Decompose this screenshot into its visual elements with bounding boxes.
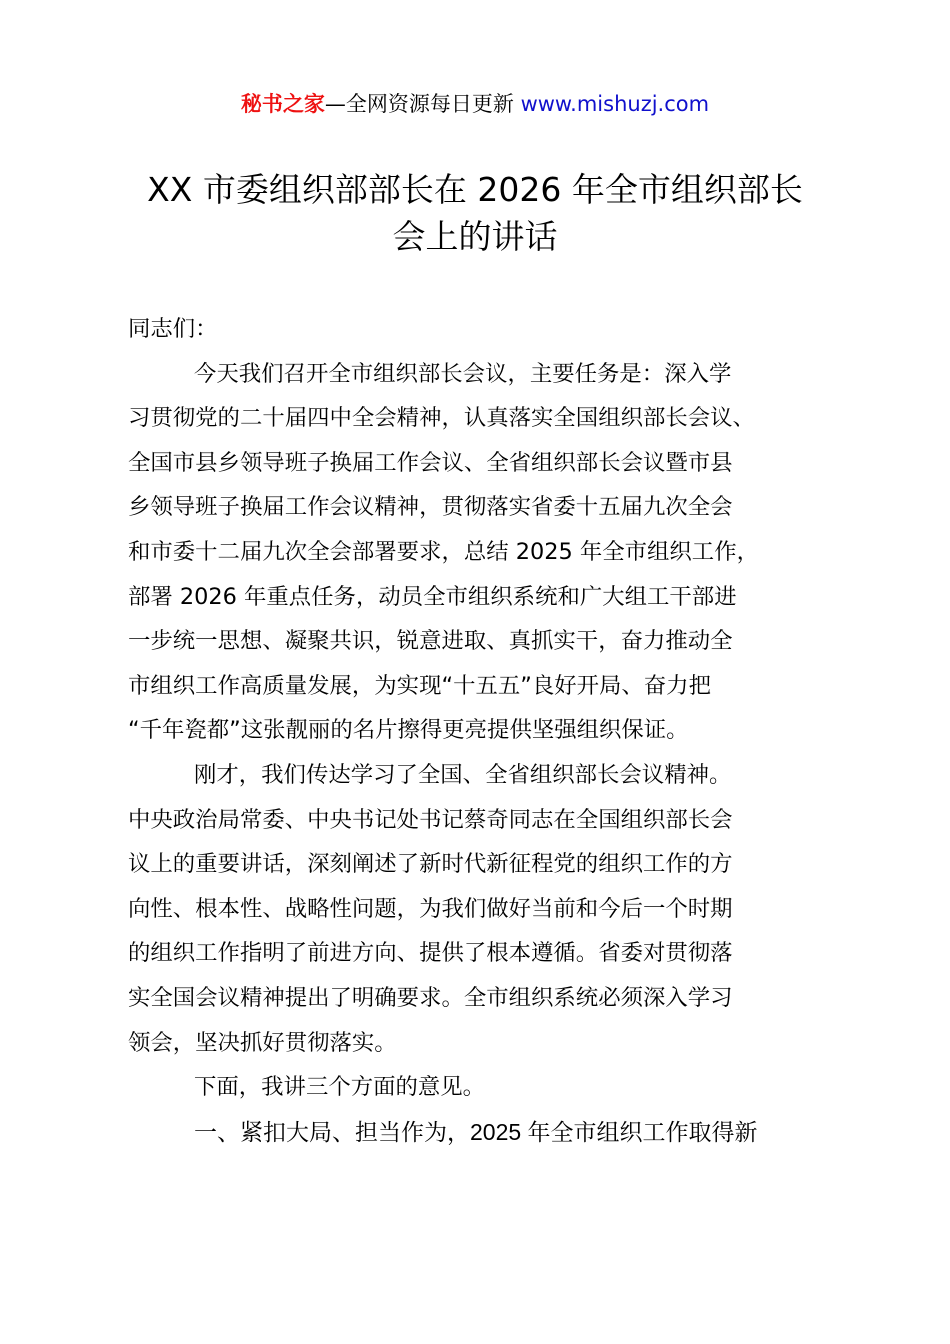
paragraph-line: “千年瓷都”这张靓丽的名片擦得更亮提供坚强组织保证。 bbox=[128, 717, 689, 744]
paragraph-line: 和市委十二届九次全会部署要求，总结 2025 年全市组织工作， bbox=[128, 538, 759, 565]
paragraph-review bbox=[128, 753, 868, 1065]
paragraph-intro bbox=[128, 352, 868, 753]
paragraph-line: 领会，坚决抓好贯彻落实。 bbox=[128, 1029, 397, 1056]
section-heading-text: 一、紧扣大局、担当作为，2025 年全市组织工作取得新 bbox=[194, 1118, 758, 1145]
title-line: 会上的讲话 bbox=[392, 217, 558, 256]
paragraph-line: 乡领导班子换届工作会议精神，贯彻落实省委十五届九次全会 bbox=[128, 494, 733, 521]
paragraph-line: 部署 2026 年重点任务，动员全市组织系统和广大组工干部进 bbox=[128, 583, 737, 610]
paragraph-line: 习贯彻党的二十届四中全会精神，认真落实全国组织部长会议、 bbox=[128, 405, 755, 432]
paragraph-line: 下面，我讲三个方面的意见。 bbox=[194, 1074, 486, 1101]
document-title bbox=[60, 166, 890, 260]
salutation bbox=[128, 307, 868, 352]
document-body bbox=[128, 307, 868, 1154]
paragraph-line: 市组织工作高质量发展，为实现“十五五”良好开局、奋力把 bbox=[128, 672, 711, 699]
paragraph-line: 的组织工作指明了前进方向、提供了根本遵循。省委对贯彻落 bbox=[128, 940, 733, 967]
paragraph-line: 一步统一思想、凝聚共识，锐意进取、真抓实干，奋力推动全 bbox=[128, 628, 733, 655]
paragraph-outline bbox=[128, 1065, 868, 1110]
site-url-link[interactable]: www.mishuzj.com bbox=[520, 92, 710, 116]
paragraph-line: 今天我们召开全市组织部长会议，主要任务是：深入学 bbox=[194, 360, 732, 387]
paragraph-line: 全国市县乡领导班子换届工作会议、全省组织部长会议暨市县 bbox=[128, 449, 733, 476]
title-line: XX 市委组织部部长在 2026 年全市组织部长 bbox=[147, 170, 803, 209]
site-header bbox=[0, 88, 950, 120]
paragraph-line: 刚才，我们传达学习了全国、全省组织部长会议精神。 bbox=[194, 761, 732, 788]
brand-name: 秘书之家 bbox=[240, 92, 325, 116]
paragraph-line: 中央政治局常委、中央书记处书记蔡奇同志在全国组织部长会 bbox=[128, 806, 733, 833]
section-heading bbox=[128, 1110, 868, 1155]
salutation-text: 同志们： bbox=[128, 316, 218, 342]
paragraph-line: 实全国会议精神提出了明确要求。全市组织系统必须深入学习 bbox=[128, 984, 733, 1011]
paragraph-line: 议上的重要讲话，深刻阐述了新时代新征程党的组织工作的方 bbox=[128, 851, 733, 878]
paragraph-line: 向性、根本性、战略性问题，为我们做好当前和今后一个时期 bbox=[128, 895, 733, 922]
site-slogan: —全网资源每日更新 bbox=[324, 92, 514, 116]
